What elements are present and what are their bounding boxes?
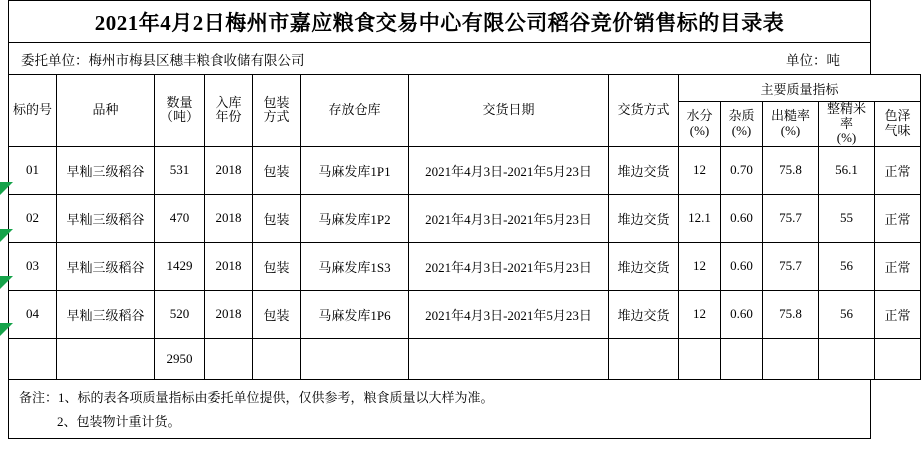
header-quality-group: 主要质量指标 xyxy=(679,75,921,102)
cell-delivery-method: 堆边交货 xyxy=(609,242,679,290)
cell-moisture: 12.1 xyxy=(679,194,721,242)
note-line-2: 2、包装物计重计货。 xyxy=(57,413,181,429)
header-impurity-line2: (%) xyxy=(731,122,752,138)
consignor-label: 委托单位：梅州市梅县区穗丰粮食收储有限公司 xyxy=(21,52,305,68)
header-year xyxy=(205,75,253,147)
cell-warehouse: 马麻发库1P6 xyxy=(301,290,409,338)
header-whole-rice-line3: (%) xyxy=(836,130,857,146)
total-quantity: 2950 xyxy=(155,338,205,379)
cell-delivery-date: 2021年4月3日-2021年5月23日 xyxy=(409,242,609,290)
header-color-line2: 气味 xyxy=(884,122,911,138)
document-title-row xyxy=(8,0,871,42)
table-row xyxy=(9,290,921,338)
cell-variety: 早籼三级稻谷 xyxy=(57,194,155,242)
cell-delivery-date: 2021年4月3日-2021年5月23日 xyxy=(409,146,609,194)
header-impurity xyxy=(721,102,763,147)
header-pack-line2: 方式 xyxy=(263,109,290,125)
header-moisture-line1: 水分 xyxy=(686,108,713,124)
total-empty-pack xyxy=(253,338,301,379)
header-moisture-line2: (%) xyxy=(689,122,710,138)
header-brown-rice-line2: (%) xyxy=(780,122,801,138)
table-row xyxy=(9,242,921,290)
cell-warehouse: 马麻发库1P2 xyxy=(301,194,409,242)
cell-color-odor: 正常 xyxy=(875,146,921,194)
header-year-line1: 入库 xyxy=(215,94,242,110)
cell-warehouse: 马麻发库1S3 xyxy=(301,242,409,290)
cell-impurity: 0.60 xyxy=(721,242,763,290)
cell-impurity: 0.60 xyxy=(721,194,763,242)
cell-whole-rice-rate: 56 xyxy=(819,242,875,290)
cell-quantity: 520 xyxy=(155,290,205,338)
cell-delivery-method: 堆边交货 xyxy=(609,146,679,194)
header-color-odor xyxy=(875,102,921,147)
total-empty-delivery-date xyxy=(409,338,609,379)
header-impurity-line1: 杂质 xyxy=(728,108,755,124)
notes-block xyxy=(8,380,871,439)
header-pack-line1: 包装 xyxy=(263,94,290,110)
total-empty-whole-rice xyxy=(819,338,875,379)
cell-year: 2018 xyxy=(205,242,253,290)
cell-quantity: 470 xyxy=(155,194,205,242)
cell-whole-rice-rate: 56 xyxy=(819,290,875,338)
cell-id: 03 xyxy=(9,242,57,290)
cell-quantity: 531 xyxy=(155,146,205,194)
cell-moisture: 12 xyxy=(679,242,721,290)
cell-color-odor: 正常 xyxy=(875,242,921,290)
cell-warehouse: 马麻发库1P1 xyxy=(301,146,409,194)
cell-delivery-date: 2021年4月3日-2021年5月23日 xyxy=(409,290,609,338)
header-whole-rice-rate xyxy=(819,102,875,147)
table-header-row-1 xyxy=(9,75,921,102)
cell-year: 2018 xyxy=(205,146,253,194)
cell-variety: 早籼三级稻谷 xyxy=(57,290,155,338)
header-whole-rice-line1: 整精米 xyxy=(826,101,866,116)
cell-impurity: 0.60 xyxy=(721,290,763,338)
total-empty-warehouse xyxy=(301,338,409,379)
total-empty-color xyxy=(875,338,921,379)
total-empty-variety xyxy=(57,338,155,379)
cell-impurity: 0.70 xyxy=(721,146,763,194)
header-moisture xyxy=(679,102,721,147)
total-empty-impurity xyxy=(721,338,763,379)
cell-brown-rice-rate: 75.7 xyxy=(763,242,819,290)
cell-whole-rice-rate: 56.1 xyxy=(819,146,875,194)
bid-listing-table xyxy=(8,74,921,380)
cell-id: 01 xyxy=(9,146,57,194)
cell-whole-rice-rate: 55 xyxy=(819,194,875,242)
header-delivery-method: 交货方式 xyxy=(609,75,679,147)
cell-year: 2018 xyxy=(205,290,253,338)
header-id: 标的号 xyxy=(9,75,57,147)
cell-delivery-date: 2021年4月3日-2021年5月23日 xyxy=(409,194,609,242)
header-variety: 品种 xyxy=(57,75,155,147)
header-brown-rice-line1: 出糙率 xyxy=(770,108,810,124)
cell-quantity: 1429 xyxy=(155,242,205,290)
unit-label: 单位：吨 xyxy=(786,52,840,68)
cell-brown-rice-rate: 75.8 xyxy=(763,290,819,338)
total-empty-id xyxy=(9,338,57,379)
cell-delivery-method: 堆边交货 xyxy=(609,290,679,338)
cell-id: 04 xyxy=(9,290,57,338)
cell-brown-rice-rate: 75.8 xyxy=(763,146,819,194)
cell-brown-rice-rate: 75.7 xyxy=(763,194,819,242)
cell-color-odor: 正常 xyxy=(875,290,921,338)
total-empty-brown-rice xyxy=(763,338,819,379)
header-color-line1: 色泽 xyxy=(884,108,911,124)
cell-pack: 包装 xyxy=(253,242,301,290)
page-title: 2021年4月2日梅州市嘉应粮食交易中心有限公司稻谷竞价销售标的目录表 xyxy=(94,10,785,35)
table-row xyxy=(9,146,921,194)
table-row xyxy=(9,194,921,242)
cell-moisture: 12 xyxy=(679,146,721,194)
total-empty-year xyxy=(205,338,253,379)
cell-variety: 早籼三级稻谷 xyxy=(57,242,155,290)
cell-pack: 包装 xyxy=(253,290,301,338)
cell-pack: 包装 xyxy=(253,194,301,242)
cell-id: 02 xyxy=(9,194,57,242)
total-empty-delivery-method xyxy=(609,338,679,379)
cell-delivery-method: 堆边交货 xyxy=(609,194,679,242)
header-quantity xyxy=(155,75,205,147)
header-year-line2: 年份 xyxy=(215,109,242,125)
note-line-1: 备注：1、标的表各项质量指标由委托单位提供，仅供参考，粮食质量以大样为准。 xyxy=(19,389,494,405)
header-pack xyxy=(253,75,301,147)
header-brown-rice-rate xyxy=(763,102,819,147)
header-warehouse: 存放仓库 xyxy=(301,75,409,147)
header-quantity-line2: （吨） xyxy=(159,109,199,125)
document-meta-row xyxy=(8,42,871,74)
total-empty-moisture xyxy=(679,338,721,379)
table-total-row xyxy=(9,338,921,379)
cell-year: 2018 xyxy=(205,194,253,242)
cell-pack: 包装 xyxy=(253,146,301,194)
cell-variety: 早籼三级稻谷 xyxy=(57,146,155,194)
cell-color-odor: 正常 xyxy=(875,194,921,242)
header-whole-rice-line2: 率 xyxy=(839,115,853,131)
header-delivery-date: 交货日期 xyxy=(409,75,609,147)
header-quantity-line1: 数量 xyxy=(166,94,193,110)
cell-moisture: 12 xyxy=(679,290,721,338)
